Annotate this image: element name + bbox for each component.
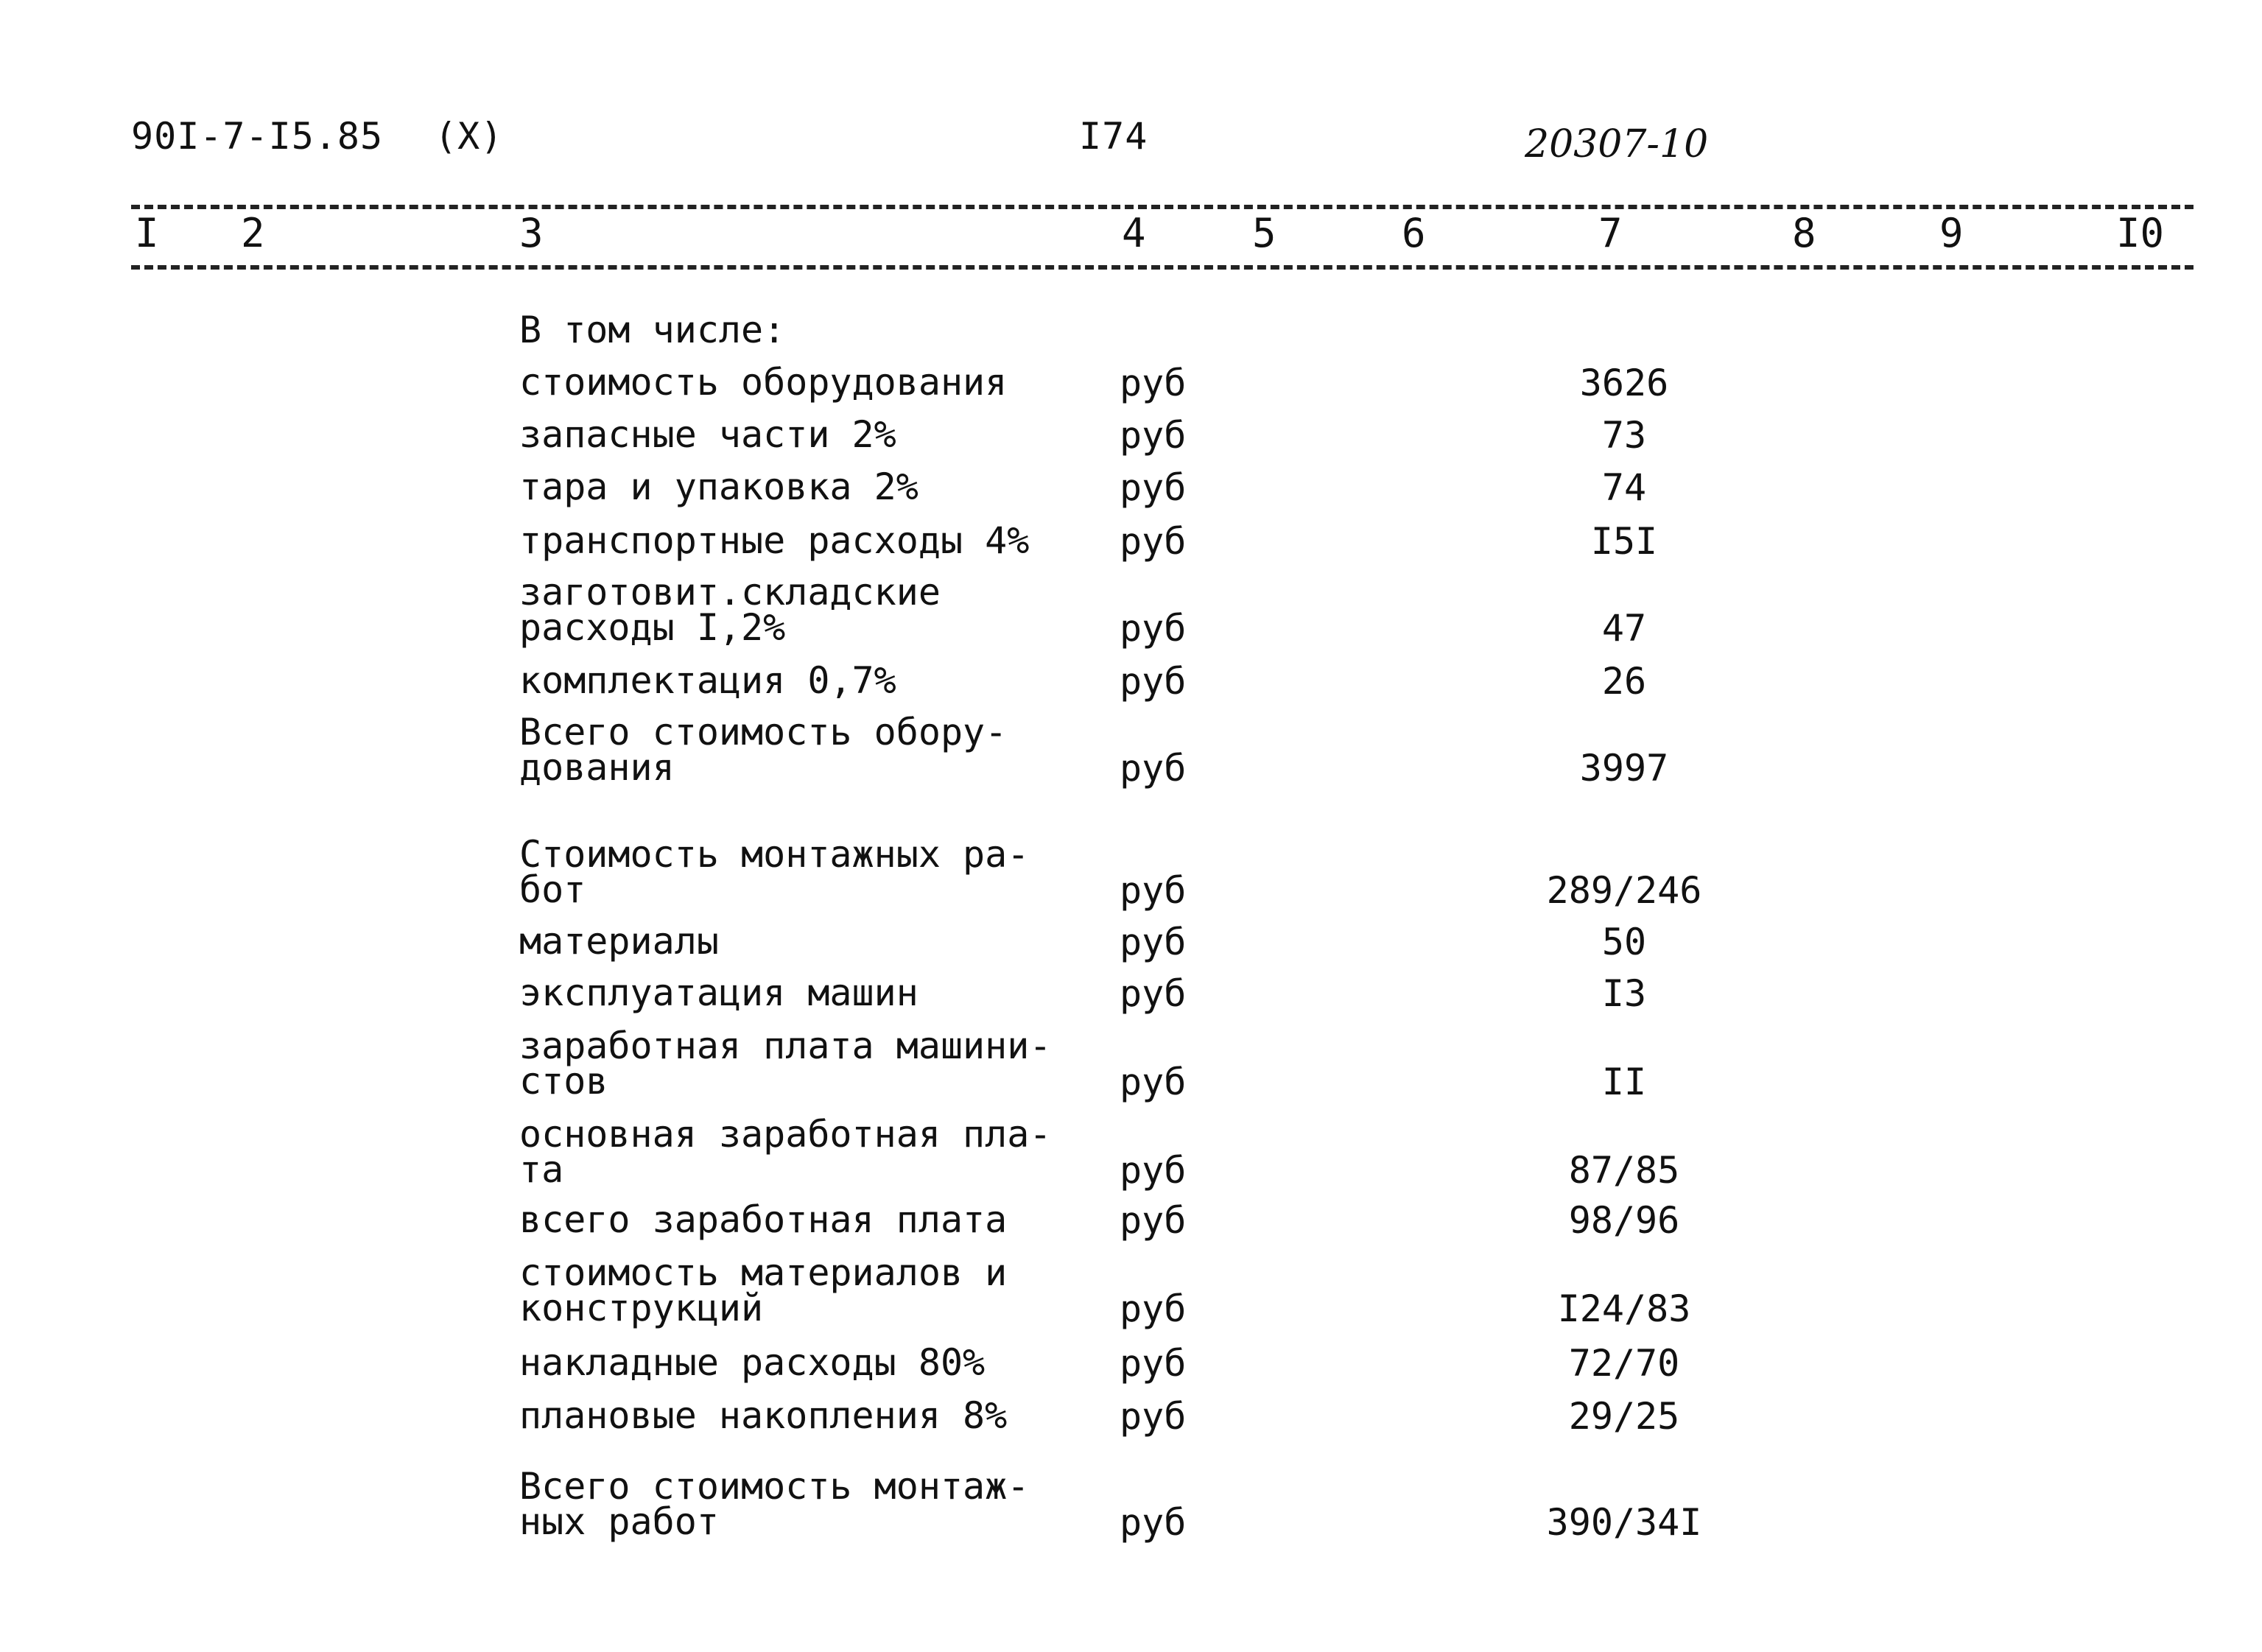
row-value: I5I <box>1590 520 1658 563</box>
column-number-6: 6 <box>1402 210 1426 256</box>
variant-label: (X) <box>435 115 504 158</box>
row-value: 289/246 <box>1546 869 1702 912</box>
column-number-7: 7 <box>1598 210 1623 256</box>
handwritten-number: 20307-10 <box>1525 122 1709 166</box>
row-value: 73 <box>1601 414 1647 457</box>
row-value: 98/96 <box>1568 1199 1680 1242</box>
row-description: заработная плата машини- стов <box>519 1024 1052 1103</box>
row-unit: руб <box>1120 660 1187 703</box>
row-unit: руб <box>1120 1342 1187 1385</box>
row-description: запасные части 2% <box>519 413 896 456</box>
row-description: тара и упаковка 2% <box>519 465 919 508</box>
row-description: транспортные расходы 4% <box>519 519 1030 562</box>
row-description: заготовит.складские расходы I,2% <box>519 571 941 649</box>
row-description: плановые накопления 8% <box>519 1394 1008 1437</box>
row-value: 87/85 <box>1568 1149 1680 1192</box>
row-unit: руб <box>1120 1199 1187 1242</box>
column-number-2: 2 <box>241 210 265 256</box>
row-unit: руб <box>1120 869 1187 912</box>
row-value: 74 <box>1601 466 1647 509</box>
row-value: I3 <box>1601 972 1647 1015</box>
row-description: Всего стоимость монтаж- ных работ <box>519 1465 1030 1543</box>
row-value: 390/34I <box>1546 1501 1702 1544</box>
row-unit: руб <box>1120 1501 1187 1544</box>
row-unit: руб <box>1120 972 1187 1015</box>
column-number-9: 9 <box>1939 210 1964 256</box>
row-value: II <box>1601 1061 1647 1103</box>
row-description: Всего стоимость обору- дования <box>519 711 1008 789</box>
row-description: стоимость оборудования <box>519 361 1008 404</box>
row-unit: руб <box>1120 921 1187 963</box>
row-unit: руб <box>1120 466 1187 509</box>
column-number-10: I0 <box>2116 210 2165 256</box>
row-value: 72/70 <box>1568 1342 1680 1385</box>
column-header-top-rule <box>131 205 2193 209</box>
row-description: накладные расходы 80% <box>519 1341 986 1384</box>
page-number: I74 <box>1079 115 1148 158</box>
row-unit: руб <box>1120 414 1187 457</box>
row-description: комплектация 0,7% <box>519 659 896 702</box>
row-unit: руб <box>1120 1061 1187 1103</box>
row-description: основная заработная пла- та <box>519 1113 1052 1191</box>
row-description: материалы <box>519 920 719 963</box>
row-value: I24/83 <box>1557 1287 1691 1330</box>
row-value: 50 <box>1601 921 1647 963</box>
column-number-3: 3 <box>519 210 544 256</box>
row-unit: руб <box>1120 1395 1187 1438</box>
column-header-bottom-rule <box>131 265 2193 270</box>
row-description: Стоимость монтажных ра- бот <box>519 833 1030 911</box>
column-number-1: I <box>135 210 159 256</box>
row-unit: руб <box>1120 1149 1187 1192</box>
row-value: 3997 <box>1579 747 1669 790</box>
row-unit: руб <box>1120 362 1187 404</box>
row-value: 3626 <box>1579 362 1669 404</box>
column-number-8: 8 <box>1792 210 1816 256</box>
row-unit: руб <box>1120 747 1187 790</box>
row-unit: руб <box>1120 520 1187 563</box>
section-title: В том числе: <box>519 309 786 351</box>
column-number-4: 4 <box>1122 210 1146 256</box>
row-value: 47 <box>1601 607 1647 650</box>
row-description: эксплуатация машин <box>519 971 919 1014</box>
row-description: стоимость материалов и конструкций <box>519 1251 1008 1329</box>
row-description: всего заработная плата <box>519 1198 1008 1241</box>
document-code: 90I-7-I5.85 <box>131 115 384 158</box>
row-value: 26 <box>1601 660 1647 703</box>
row-unit: руб <box>1120 1287 1187 1330</box>
row-unit: руб <box>1120 607 1187 650</box>
column-number-5: 5 <box>1252 210 1276 256</box>
row-value: 29/25 <box>1568 1395 1680 1438</box>
